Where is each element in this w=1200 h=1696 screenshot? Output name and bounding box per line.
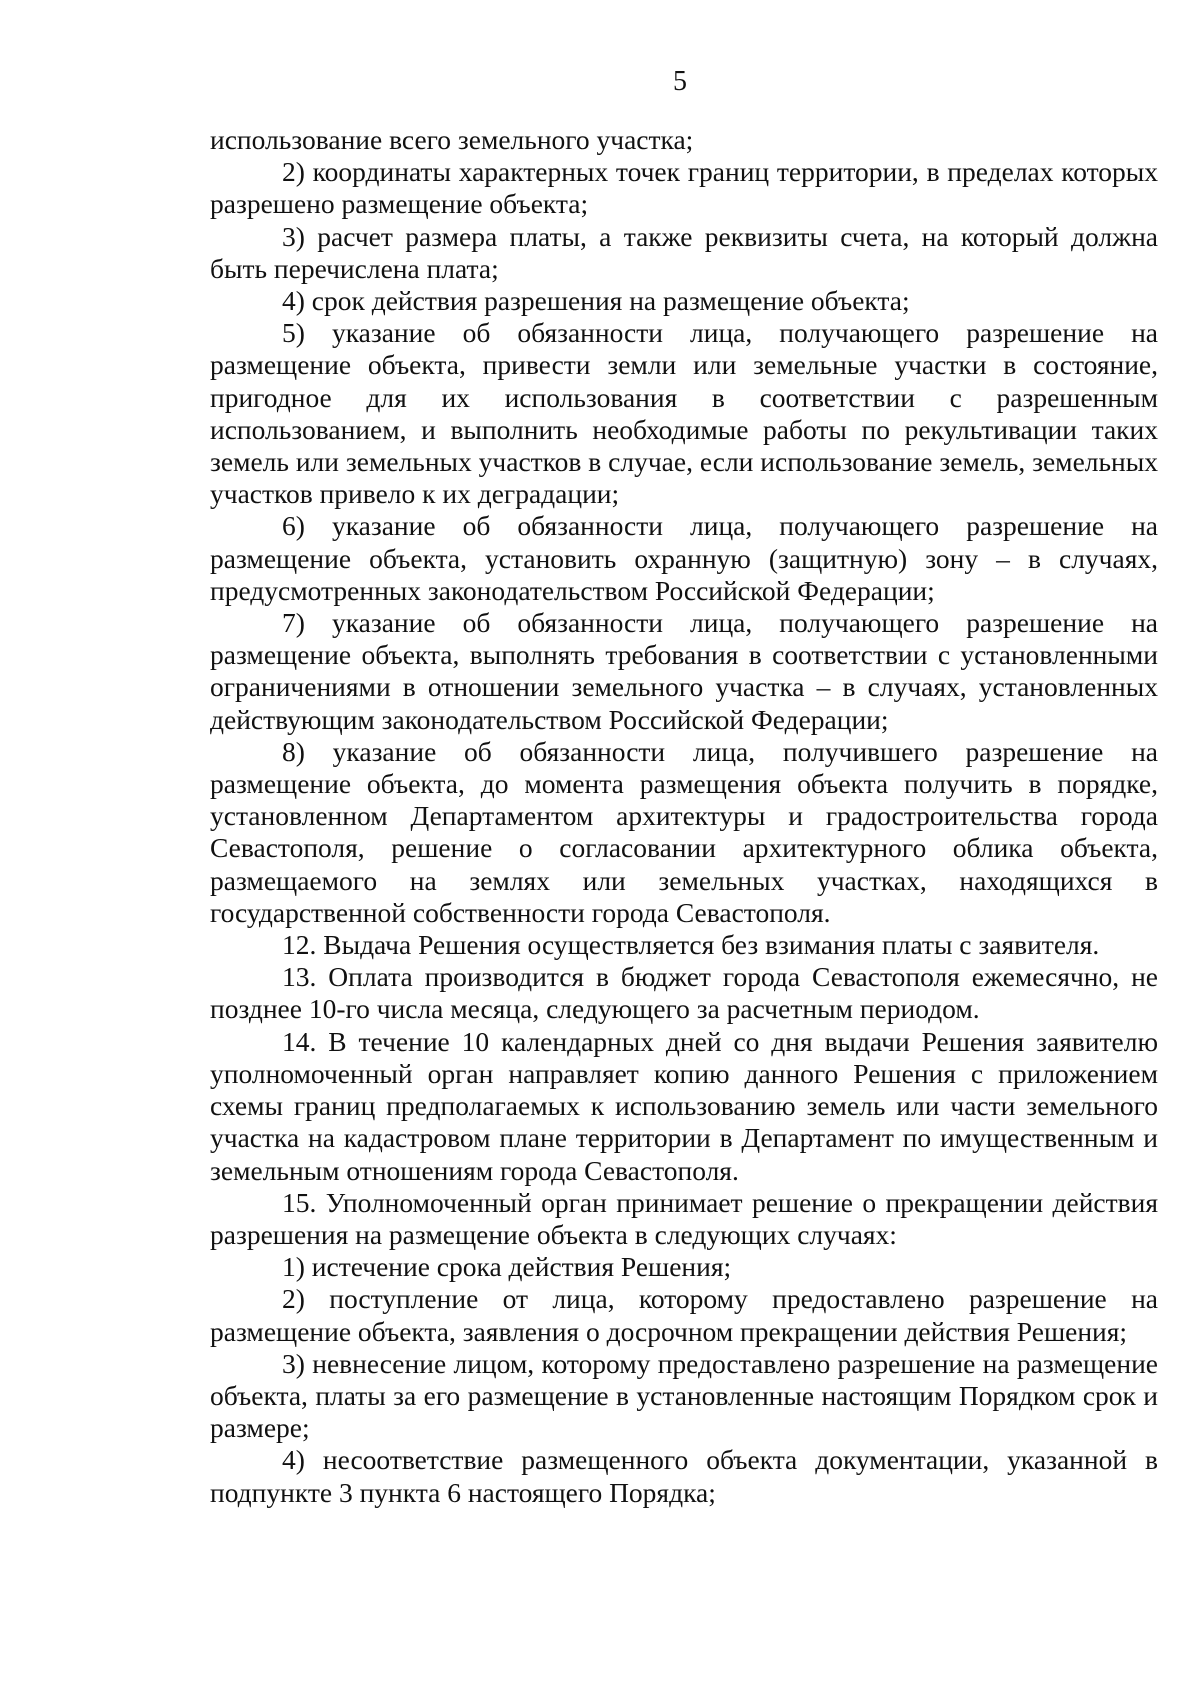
paragraph: 14. В течение 10 календарных дней со дня выдачи Решения заявителю уполномоченный орган направляет копию данного Решения с приложением схемы границ предполагаемых к использованию земель или части земельного участка на кадастровом плане территории в Департамент по имущественным и земельным отношениям города Севастополя.	[210, 1025, 1158, 1186]
document-body	[210, 124, 1158, 1509]
paragraph: 13. Оплата производится в бюджет города Севастополя ежемесячно, не позднее 10-го числа месяца, следующего за расчетным периодом.	[210, 961, 1158, 1025]
paragraph: 6) указание об обязанности лица, получающего разрешение на размещение объекта, установить охранную (защитную) зону – в случаях, предусмотренных законодательством Российской Федерации;	[210, 510, 1158, 606]
paragraph: 15. Уполномоченный орган принимает решение о прекращении действия разрешения на размещение объекта в следующих случаях:	[210, 1186, 1158, 1250]
paragraph: 2) координаты характерных точек границ территории, в пределах которых разрешено размещение объекта;	[210, 156, 1158, 220]
paragraph: использование всего земельного участка;	[210, 124, 694, 155]
paragraph: 8) указание об обязанности лица, получившего разрешение на размещение объекта, до момента размещения объекта получить в порядке, установленном Департаментом архитектуры и градостроительства города Севастополя, решение о согласовании архитектурного облика объекта, размещаемого на землях или земельных участках, находящихся в государственной собственности города Севастополя.	[210, 735, 1158, 928]
paragraph: 12. Выдача Решения осуществляется без взимания платы с заявителя.	[282, 929, 1100, 961]
paragraph: 3) расчет размера платы, а также реквизиты счета, на который должна быть перечислена плата;	[210, 220, 1158, 284]
paragraph: 3) невнесение лицом, которому предоставлено разрешение на размещение объекта, платы за его размещение в установленные настоящим Порядком срок и размере;	[210, 1347, 1158, 1444]
paragraph: 1) истечение срока действия Решения;	[282, 1251, 732, 1283]
paragraph: 7) указание об обязанности лица, получающего разрешение на размещение объекта, выполнять требования в соответствии с установленными ограничениями в отношении земельного участка – в случаях, установленных действующим законодательством Российской Федерации;	[210, 607, 1158, 735]
page-number: 5	[673, 66, 687, 97]
paragraph: 4) срок действия разрешения на размещение объекта;	[282, 285, 910, 317]
paragraph: 5) указание об обязанности лица, получающего разрешение на размещение объекта, привести земли или земельные участки в состояние, пригодное для их использования в соответствии с разрешенным использованием, и выполнить необходимые работы по рекультивации таких земель или земельных участков в случае, если использование земель, земельных участков привело к их деградации;	[210, 317, 1158, 510]
paragraph: 4) несоответствие размещенного объекта документации, указанной в подпункте 3 пункта 6 настоящего Порядка;	[210, 1444, 1158, 1508]
paragraph: 2) поступление от лица, которому предоставлено разрешение на размещение объекта, заявления о досрочном прекращении действия Решения;	[210, 1283, 1158, 1347]
